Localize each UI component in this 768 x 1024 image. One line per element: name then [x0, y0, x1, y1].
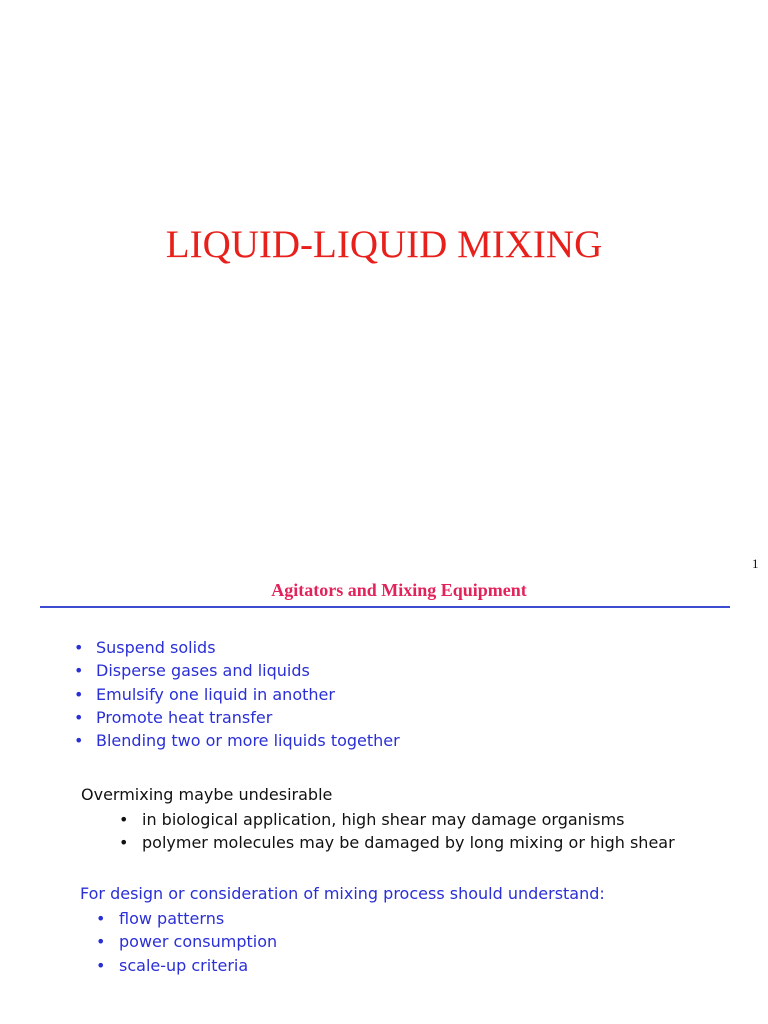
purpose-list — [74, 636, 400, 752]
list-item — [74, 636, 400, 659]
list-item-text: flow patterns — [119, 909, 225, 928]
list-item-text: Blending two or more liquids together — [96, 731, 400, 751]
section-heading: Agitators and Mixing Equipment — [271, 580, 527, 600]
bullet-icon: • — [74, 638, 84, 657]
list-item-text: scale-up criteria — [119, 955, 249, 975]
list-item — [74, 659, 400, 682]
list-item-text: Disperse gases and liquids — [96, 661, 310, 681]
list-item — [74, 729, 400, 752]
design-criteria-list — [96, 907, 277, 977]
bullet-icon: • — [96, 955, 106, 975]
list-item — [74, 683, 400, 706]
bullet-icon: • — [119, 810, 129, 829]
overmixing-list — [119, 808, 675, 855]
list-item — [96, 907, 277, 930]
slide-title: LIQUID-LIQUID MIXING — [165, 223, 603, 266]
list-item — [74, 706, 400, 729]
list-item-text: power consumption — [119, 932, 278, 952]
list-item-text: polymer molecules may be damaged by long mixing or high shear — [142, 833, 675, 853]
list-item — [96, 954, 277, 977]
bullet-icon: • — [74, 661, 84, 681]
list-item-text: Suspend solids — [96, 638, 216, 657]
design-intro: For design or consideration of mixing process should understand: — [80, 884, 605, 903]
bullet-icon: • — [74, 731, 84, 751]
heading-divider — [40, 606, 730, 608]
bullet-icon: • — [74, 707, 84, 727]
list-item — [119, 831, 675, 854]
overmixing-intro: Overmixing maybe undesirable — [81, 785, 333, 804]
bullet-icon: • — [96, 932, 106, 952]
list-item — [96, 930, 277, 953]
bullet-icon: • — [119, 833, 129, 853]
bullet-icon: • — [96, 909, 106, 928]
list-item-text: Emulsify one liquid in another — [96, 684, 335, 704]
list-item-text: in biological application, high shear may damage organisms — [142, 810, 625, 829]
list-item — [119, 808, 675, 831]
list-item-text: Promote heat transfer — [96, 707, 273, 727]
bullet-icon: • — [74, 684, 84, 704]
page-number: 1 — [752, 556, 759, 571]
